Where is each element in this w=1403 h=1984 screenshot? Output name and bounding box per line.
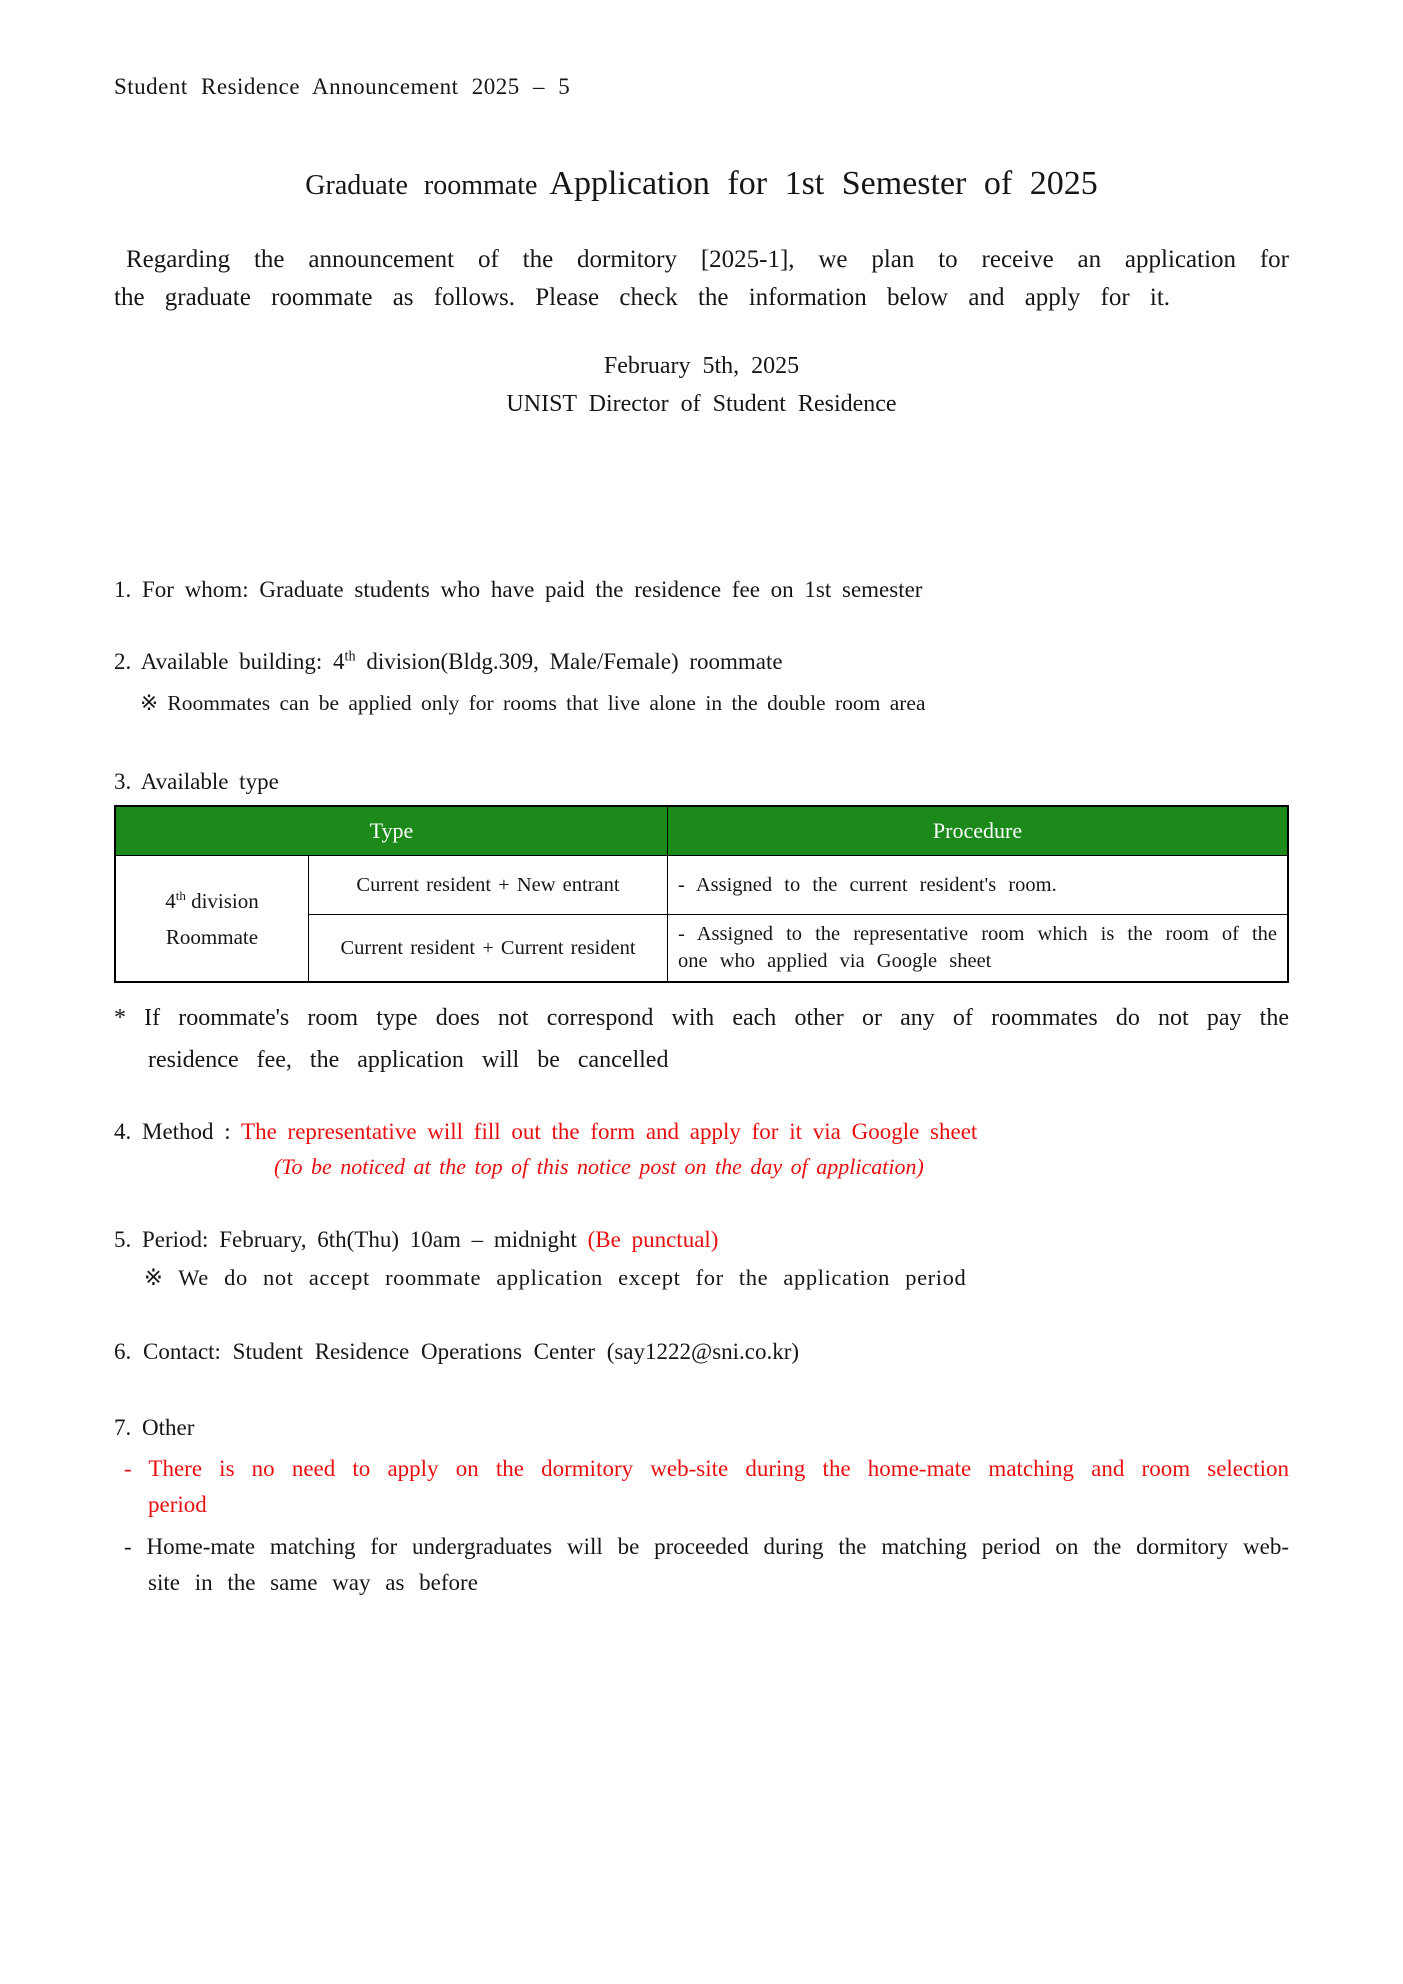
doc-title-large: Application for 1st Semester of 2025 bbox=[549, 165, 1098, 202]
section-period bbox=[114, 1225, 1289, 1255]
section-available-type: 3. Available type bbox=[114, 769, 279, 794]
table-header-type: Type bbox=[115, 806, 668, 856]
method-red-text: The representative will fill out the form and apply for it via Google sheet bbox=[241, 1119, 978, 1144]
method-prefix: 4. Method : bbox=[114, 1119, 242, 1144]
intro-paragraph: Regarding the announcement of the dormitory [2025-1], we plan to receive an application for the graduate roommate as follows. Please check the information below and apply for it. bbox=[114, 246, 1289, 311]
doc-title bbox=[114, 160, 1289, 209]
period-prefix: 5. Period: February, 6th(Thu) 10am – midnight bbox=[114, 1227, 588, 1252]
period-red-text: (Be punctual) bbox=[587, 1227, 719, 1252]
available-type-table bbox=[114, 805, 1289, 983]
date-signature-block bbox=[114, 347, 1289, 423]
section-for-whom: 1. For whom: Graduate students who have paid the residence fee on 1st semester bbox=[114, 577, 923, 602]
division-line2: Roommate bbox=[165, 924, 259, 949]
table-cancel-note: * If roommate's room type does not correspond with each other or any of roommates do not pay the residence fee, the application will be cancelled bbox=[114, 1005, 1289, 1073]
date-line: February 5th, 2025 bbox=[603, 353, 800, 379]
table-cell-division-group bbox=[115, 856, 309, 983]
doc-header: Student Residence Announcement 2025 – 5 bbox=[114, 74, 571, 99]
table-header-row bbox=[115, 806, 1288, 856]
section-other-heading: 7. Other bbox=[114, 1415, 195, 1440]
table-cell-type-2: Current resident + Current resident bbox=[309, 915, 668, 983]
building-note: ※ Roommates can be applied only for rooms that live alone in the double room area bbox=[140, 691, 926, 715]
table-cell-procedure-2: - Assigned to the representative room which is the room of the one who applied via Google sheet bbox=[668, 915, 1289, 983]
table-row bbox=[115, 856, 1288, 915]
division-pre: 4 bbox=[165, 888, 176, 913]
section-available-building bbox=[114, 647, 1289, 677]
building-text-post: division(Bldg.309, Male/Female) roommate bbox=[355, 649, 783, 674]
section-method bbox=[114, 1117, 1289, 1147]
building-superscript: th bbox=[344, 648, 356, 665]
table-header-procedure: Procedure bbox=[668, 806, 1289, 856]
table-cell-type-1: Current resident + New entrant bbox=[309, 856, 668, 915]
section-contact: 6. Contact: Student Residence Operations Center (say1222@sni.co.kr) bbox=[114, 1339, 800, 1364]
building-text-pre: 2. Available building: 4 bbox=[114, 649, 345, 674]
signature-line: UNIST Director of Student Residence bbox=[506, 391, 897, 417]
division-superscript: th bbox=[175, 887, 186, 903]
method-red-note: (To be noticed at the top of this notice post on the day of application) bbox=[274, 1154, 924, 1179]
division-post: division bbox=[185, 888, 259, 913]
period-note: ※ We do not accept roommate application except for the application period bbox=[144, 1265, 967, 1290]
doc-title-small: Graduate roommate bbox=[305, 170, 538, 201]
other-bullet-red: - There is no need to apply on the dormitory web-site during the home-mate matching and room selection period bbox=[124, 1456, 1289, 1517]
table-cell-procedure-1: - Assigned to the current resident's room. bbox=[668, 856, 1289, 915]
other-bullet-black: - Home-mate matching for undergraduates will be proceeded during the matching period on the dormitory web-site in the same way as before bbox=[124, 1534, 1289, 1595]
